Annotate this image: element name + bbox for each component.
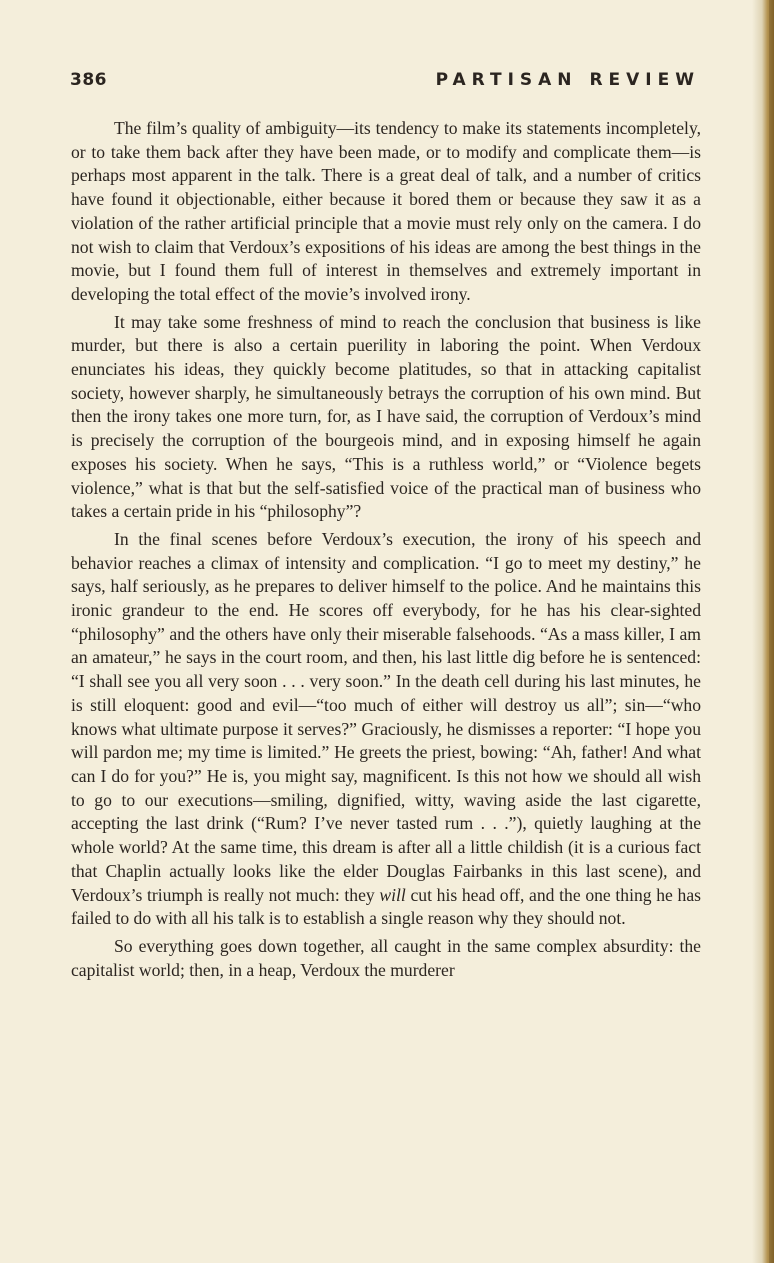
paragraph-ambiguity: The film’s quality of ambiguity—its tendency to make its statements incompletely, or to take them back after they have been made, or to modify and complicate them—is perhaps most apparent in the talk. There is a great deal of talk, and a number of critics have found it objectionable, either because it bored them or because they saw it as a violation of the rather artificial principle that a movie must rely only on the camera. I do not wish to claim that Verdoux’s expositions of his ideas are among the best things in the movie, but I found them full of interest in themselves and extremely important in developing the total effect of the movie’s involved irony.	[71, 118, 701, 304]
page-number: 386	[70, 70, 107, 90]
running-header	[70, 70, 700, 94]
article-body	[71, 117, 701, 986]
paragraph-final-scenes: In the final scenes before Verdoux’s execution, the irony of his speech and behavior reaches a climax of intensity and complication. “I go to meet my destiny,” he says, half seriously, as he prepares to deliver himself to the police. And he maintains this ironic grandeur to the end. He scores off everybody, for he has his clear-sighted “philosophy” and the others have only their miserable falsehoods. “As a mass killer, I am an amateur,” he says in the court room, and then, his last little dig before he is sentenced: “I shall see you all very soon . . . very soon.” In the death cell during his last minutes, he is still eloquent: good and evil—“too much of either will destroy us all”; sin—“who knows what ultimate purpose it serves?” Graciously, he dismisses a reporter: “I hope you will pardon me; my time is limited.” He greets the priest, bowing: “Ah, father! And what can I do for you?” He is, you might say, magnificent. Is this not how we should all wish to go to our executions—smiling, dignified, witty, waving aside the last cigarette, accepting the last drink (“Rum? I’ve never tasted rum . . .”), quietly laughing at the whole world? At the same time, this dream is after all a little childish (it is a curious fact that Chaplin actually looks like the elder Douglas Fairbanks in this last scene), and Verdoux’s triumph is really not much: they will cut his head off, and the one thing he has failed to do with all his talk is to establish a single reason why they should not.	[71, 528, 701, 929]
paragraph-business-murder: It may take some freshness of mind to reach the conclusion that business is like murder, but there is also a certain puerility in laboring the point. When Verdoux enunciates his ideas, they quickly become platitudes, so that in attacking capitalist society, however sharply, he simultaneously betrays the corruption of his own mind. But then the irony takes one more turn, for, as I have said, the corruption of Verdoux’s mind is precisely the corruption of the bourgeois mind, and in exposing himself he again exposes his society. When he says, “This is a ruthless world,” or “Violence begets violence,” what is that but the self-satisfied voice of the practical man of business who takes a certain pride in his “philosophy”?	[71, 311, 701, 522]
page-edge-shadow	[752, 0, 774, 1263]
journal-title: PARTISAN REVIEW	[435, 70, 700, 90]
paragraph-conclusion: So everything goes down together, all caught in the same complex absurdity: the capitalist world; then, in a heap, Verdoux the murderer	[71, 935, 701, 980]
